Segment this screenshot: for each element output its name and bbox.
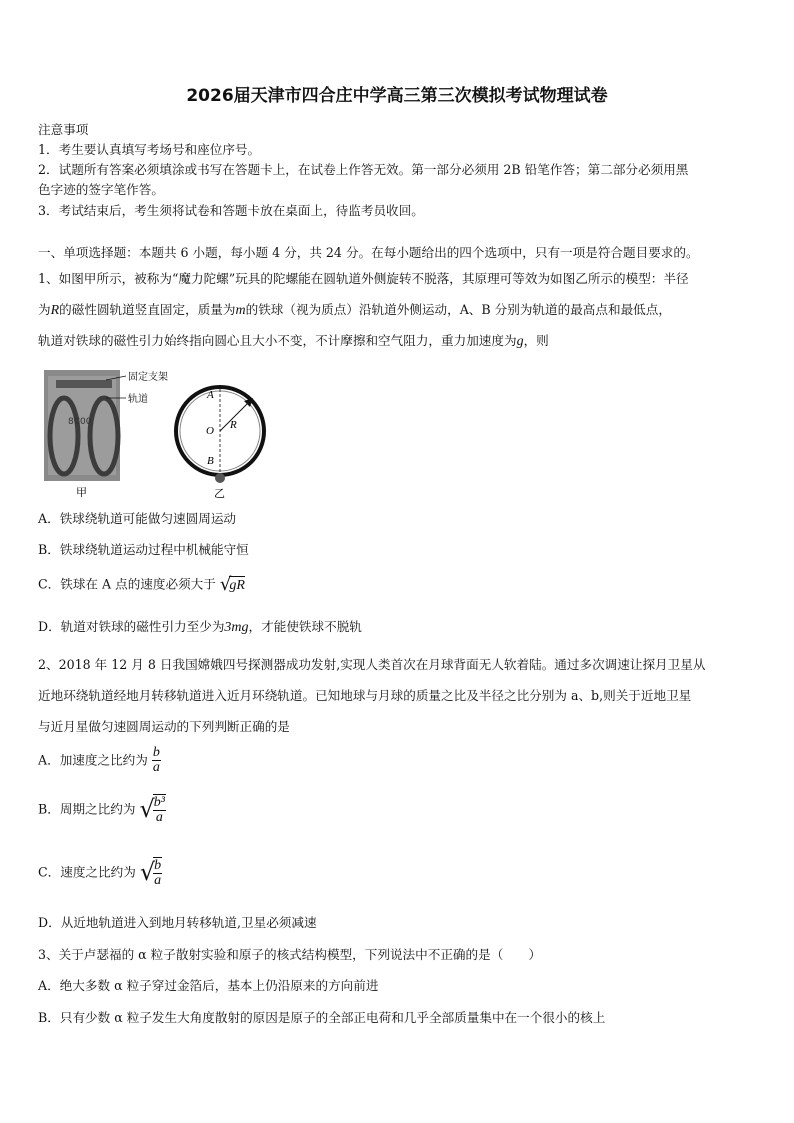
notice-item-3: 3．考试结束后，考生须将试卷和答题卡放在桌面上，待监考员收回。 (38, 203, 424, 218)
q1-option-a: A．铁球绕轨道可能做匀速圆周运动 (38, 511, 237, 526)
sqrt-gR: √ gR (219, 574, 245, 595)
photo-text: 8C00 (68, 417, 92, 427)
q2-stem-line3: 与近月星做匀速圆周运动的下列判断正确的是 (38, 719, 290, 734)
sqrt-fraction-b-over-a: √ $\frac{b}{a}$ (139, 858, 162, 888)
fraction-b-over-a: $\frac{b}{a}$ (152, 745, 160, 775)
q1-option-b: B．铁球绕轨道运动过程中机械能守恒 (38, 542, 249, 557)
q1-stem-line2: 为R的磁性圆轨道竖直固定，质量为m的铁球（视为质点）沿轨道外侧运动，A、B 分别为轨道的最高点和最低点， (38, 302, 671, 318)
point-O-label: O (206, 425, 214, 437)
q1-stem-line3: 轨道对铁球的磁性引力始终指向圆心且大小不变，不计摩擦和空气阻力，重力加速度为g，则 (38, 333, 549, 349)
q1-figure-svg (44, 366, 274, 500)
notice-item-2-cont: 色字迹的签字笔作答。 (38, 182, 164, 197)
point-A-label: A (207, 389, 214, 401)
q1-stem-line1: 1、如图甲所示，被称为“魔力陀螺”玩具的陀螺能在圆轨道外侧旋转不脱落，其原理可等效为如图乙所示的模型：半径 (38, 271, 689, 286)
q1-figure (44, 366, 274, 500)
label-track: 轨道 (128, 394, 148, 405)
q2-stem-line1: 2、2018 年 12 月 8 日我国嫦娥四号探测器成功发射,实现人类首次在月球背面无人软着陆。通过多次调速让探月卫星从 (38, 657, 706, 672)
notice-item-1: 1．考生要认真填写考场号和座位序号。 (38, 142, 261, 157)
iron-ball (215, 473, 225, 483)
sqrt-fraction-b3-over-a: √ $\frac{\text{b³}}{a}$ (139, 795, 165, 825)
q1-option-d: D．轨道对铁球的磁性引力至少为3mg，才能使铁球不脱轨 (38, 619, 362, 635)
point-B-label: B (207, 455, 214, 467)
q2-option-c: C．速度之比约为 √ $\frac{b}{a}$ (38, 858, 162, 888)
q2-option-d: D．从近地轨道进入到地月转移轨道,卫星必须减速 (38, 915, 317, 930)
q3-option-a: A．绝大多数 α 粒子穿过金箔后，基本上仍沿原来的方向前进 (38, 978, 379, 993)
q2-stem-line2: 近地环绕轨道经地月转移轨道进入近月环绕轨道。已知地球与月球的质量之比及半径之比分别为 a、b,则关于近地卫星 (38, 688, 692, 703)
q3-stem: 3、关于卢瑟福的 α 粒子散射实验和原子的核式结构模型，下列说法中不正确的是（ ） (38, 947, 542, 962)
caption-a: 甲 (76, 486, 87, 499)
caption-b: 乙 (214, 487, 225, 500)
q2-option-a: A．加速度之比约为 $\frac{b}{a}$ (38, 745, 160, 775)
q3-option-b: B．只有少数 α 粒子发生大角度散射的原因是原子的全部正电荷和几乎全部质量集中在一个很小的核上 (38, 1010, 606, 1025)
radius-label: R (230, 419, 237, 431)
notice-item-2: 2．试题所有答案必须填涂或书写在答题卡上，在试卷上作答无效。第一部分必须用 2B 铅笔作答；第二部分必须用黑 (38, 162, 689, 177)
section-heading: 一、单项选择题：本题共 6 小题，每小题 4 分，共 24 分。在每小题给出的四个选项中，只有一项是符合题目要求的。 (38, 245, 699, 260)
q2-option-b: B．周期之比约为 √ $\frac{\text{b³}}{a}$ (38, 795, 165, 825)
q1-option-c: C．铁球在 A 点的速度必须大于 √ gR (38, 574, 245, 595)
page-title: 2026届天津市四合庄中学高三第三次模拟考试物理试卷 (186, 86, 608, 106)
notice-heading: 注意事项 (38, 122, 89, 137)
label-support: 固定支架 (128, 372, 168, 383)
